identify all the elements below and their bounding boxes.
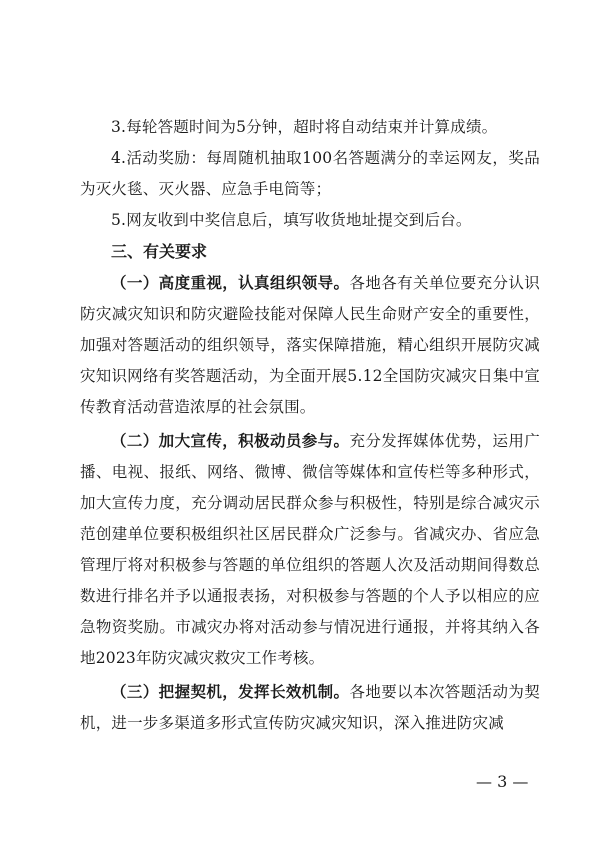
subsection-3-paragraph xyxy=(80,676,540,739)
subsection-3-title: （三）把握契机，发挥长效机制。 xyxy=(111,682,350,701)
subsection-2-title: （二）加大宣传，积极动员参与。 xyxy=(111,431,350,450)
subsection-1-paragraph xyxy=(80,267,540,423)
item-5-paragraph: 5.网友收到中奖信息后，填写收货地址提交到后台。 xyxy=(111,211,472,229)
subsection-3-body: 各地要以本次答题活动为契机，进一步多渠道多形式宣传防灾减灾知识，深入推进防灾减 xyxy=(80,683,540,732)
subsection-1-title: （一）高度重视，认真组织领导。 xyxy=(111,273,350,292)
section-heading: 三、有关要求 xyxy=(111,242,208,261)
subsection-1-body: 各地各有关单位要充分认识防灾减灾知识和防灾避险技能对保障人民生命财产安全的重要性，加强对答题活动的组织领导，落实保障措施，精心组织开展防灾减灾知识网络有奖答题活动，为全面开展5.12全国防灾减灾日集中宣传教育活动营造浓厚的社会氛围。 xyxy=(80,274,540,416)
page-number: — 3 — xyxy=(476,772,529,791)
subsection-2-body: 充分发挥媒体优势，运用广播、电视、报纸、网络、微博、微信等媒体和宣传栏等多种形式，加大宣传力度，充分调动居民群众参与积极性，特别是综合减灾示范创建单位要积极组织社区居民群众广泛参与。省减灾办、省应急管理厅将对积极参与答题的单位组织的答题人次及活动期间得数总数进行排名并予以通报表扬，对积极参与答题的个人予以相应的应急物资奖励。市减灾办将对活动参与情况进行通报，并将其纳入各地2023年防灾减灾救灾工作考核。 xyxy=(80,432,540,667)
item-3-paragraph: 3.每轮答题时间为5分钟，超时将自动结束并计算成绩。 xyxy=(111,118,498,136)
item-4-paragraph: 4.活动奖励：每周随机抽取100名答题满分的幸运网友，奖品为灭火毯、灭火器、应急手电筒等； xyxy=(80,149,540,198)
subsection-2-paragraph xyxy=(80,425,540,674)
